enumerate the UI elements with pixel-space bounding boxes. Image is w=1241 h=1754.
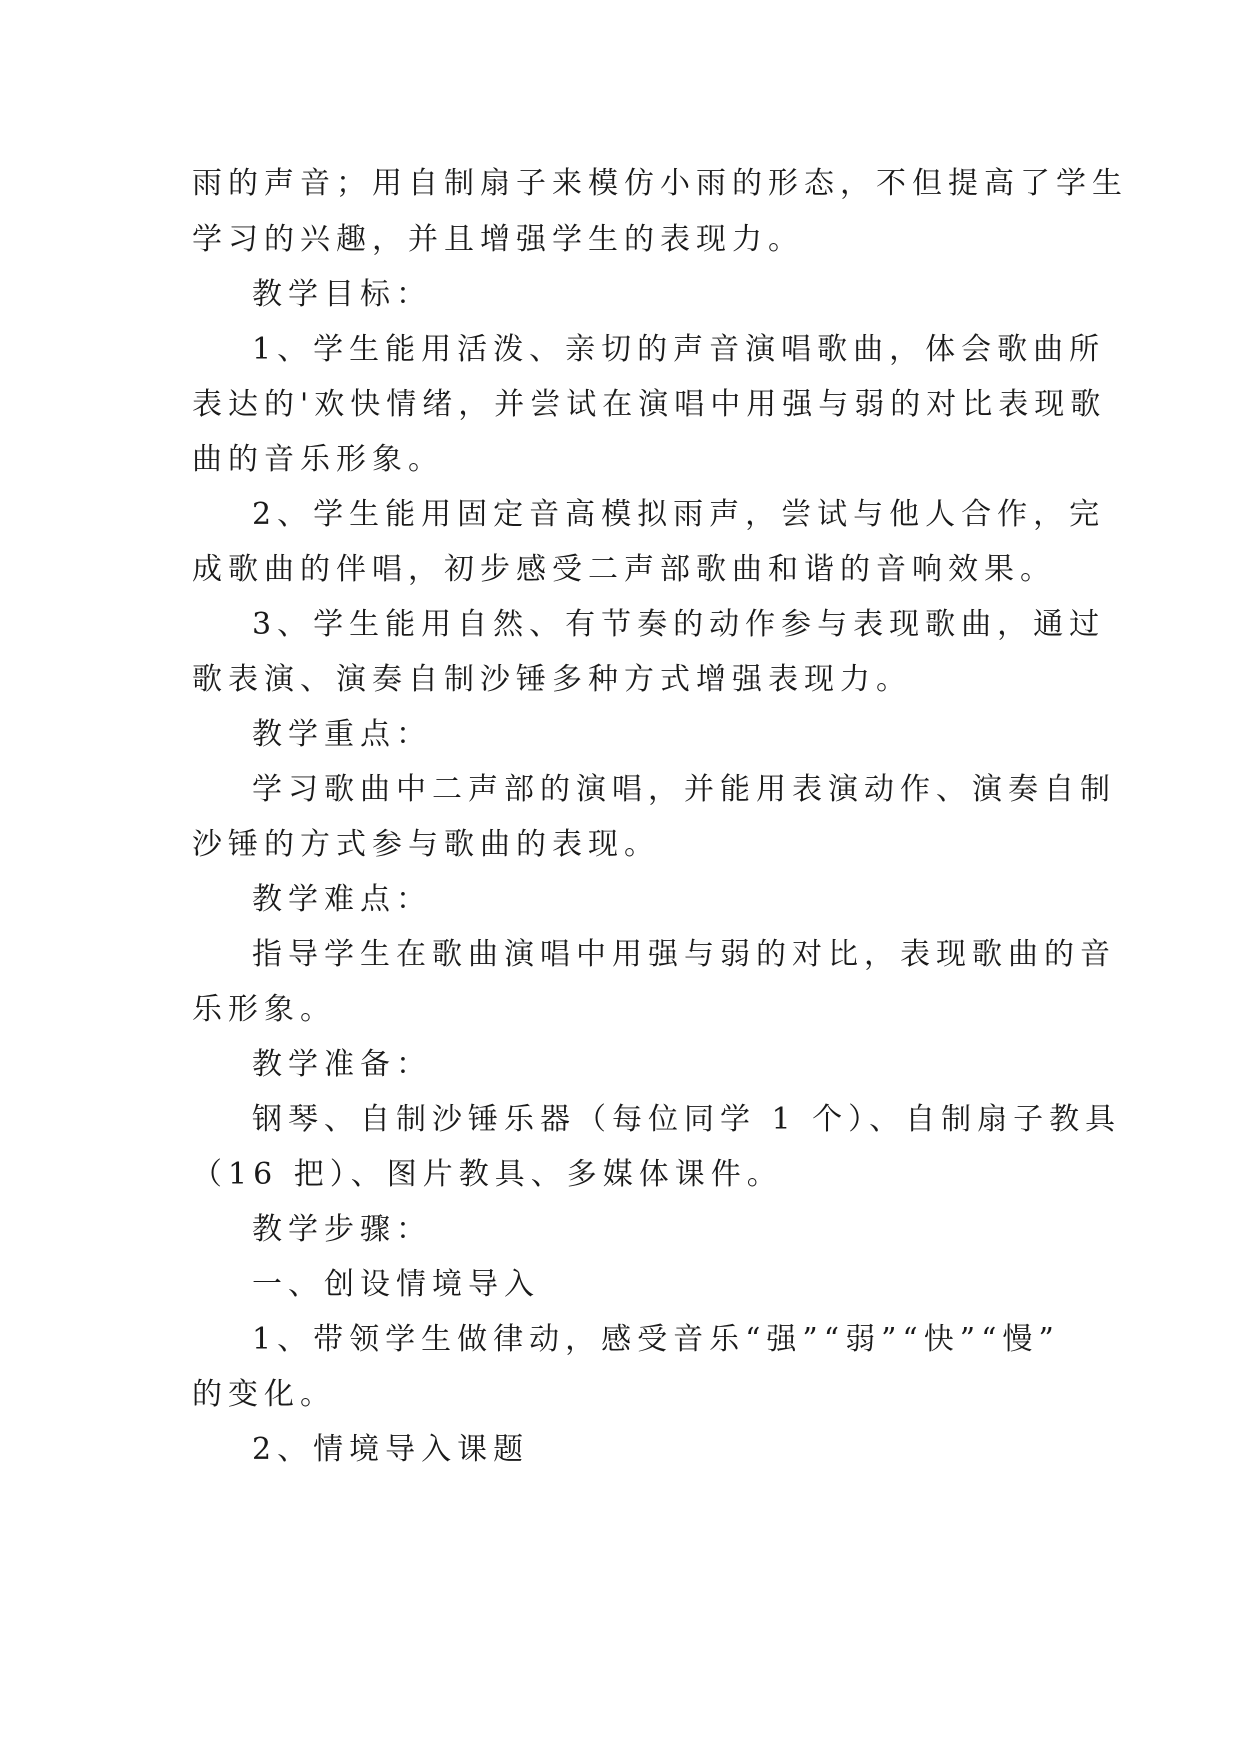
text-line: 钢琴、自制沙锤乐器（每位同学 1 个）、自制扇子教具 [252,1102,1122,1137]
subsection-heading: 一、创设情境导入 [252,1267,540,1302]
text-line: 雨的声音；用自制扇子来模仿小雨的形态，不但提高了学生 [192,166,1128,201]
text-line: 学习歌曲中二声部的演唱，并能用表演动作、演奏自制 [252,772,1116,807]
text-line: 歌表演、演奏自制沙锤多种方式增强表现力。 [192,662,912,697]
text-line: 指导学生在歌曲演唱中用强与弱的对比，表现歌曲的音 [252,937,1116,972]
text-line: 学习的兴趣，并且增强学生的表现力。 [192,222,804,257]
text-line: 2、情境导入课题 [252,1432,530,1467]
section-heading-key-points: 教学重点： [252,717,432,752]
text-line: 成歌曲的伴唱，初步感受二声部歌曲和谐的音响效果。 [192,552,1056,587]
text-line: （16 把）、图片教具、多媒体课件。 [192,1157,783,1192]
section-heading-steps: 教学步骤： [252,1212,432,1247]
text-line: 2、学生能用固定音高模拟雨声，尝试与他人合作，完 [252,497,1106,532]
text-line: 乐形象。 [192,992,336,1027]
text-line: 3、学生能用自然、有节奏的动作参与表现歌曲，通过 [252,607,1106,642]
section-heading-preparation: 教学准备： [252,1047,432,1082]
text-line: 沙锤的方式参与歌曲的表现。 [192,827,660,862]
text-line: 1、学生能用活泼、亲切的声音演唱歌曲，体会歌曲所 [252,332,1106,367]
text-line: 1、带领学生做律动，感受音乐“强”“弱”“快”“慢” [252,1322,1060,1357]
text-line: 的变化。 [192,1377,336,1412]
section-heading-difficulties: 教学难点： [252,882,432,917]
section-heading-goals: 教学目标： [252,277,432,312]
text-line: 曲的音乐形象。 [192,442,444,477]
text-line: 表达的'欢快情绪，并尝试在演唱中用强与弱的对比表现歌 [192,387,1107,422]
